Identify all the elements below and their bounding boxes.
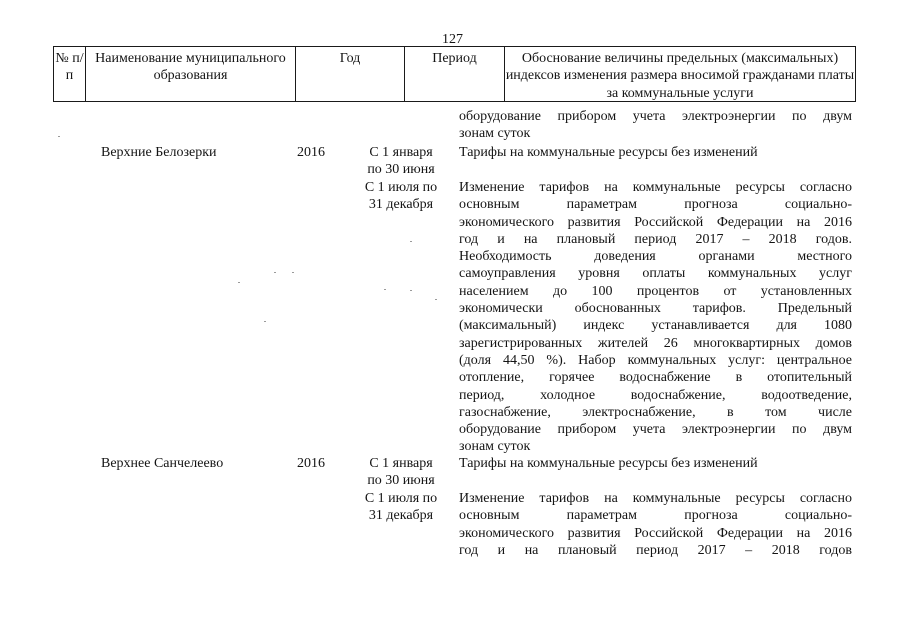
header-year: Год xyxy=(295,47,404,101)
period-second-half: С 1 июля по 31 декабря xyxy=(364,491,438,524)
continuation-text: оборудование прибором учета электроэнергии по двум зонам суток xyxy=(459,109,852,142)
header-period: Период xyxy=(404,47,504,101)
basis-first-half: Тарифы на коммунальные ресурсы без изменений xyxy=(459,145,758,160)
municipality-name: Верхнее Санчелеево xyxy=(101,456,224,471)
scan-speck xyxy=(435,299,437,300)
period-second-half: С 1 июля по 31 декабря xyxy=(364,180,438,213)
scan-speck xyxy=(264,321,266,322)
header-municipality: Наименование муниципального образования xyxy=(85,47,295,101)
scan-speck xyxy=(384,289,386,290)
basis-first-half: Тарифы на коммунальные ресурсы без изменений xyxy=(459,456,758,471)
year-cell: 2016 xyxy=(297,456,325,471)
header-basis: Обоснование величины предельных (максимальных) индексов изменения размера вносимой гражданами платы за коммунальные услуги xyxy=(504,47,855,101)
scan-speck xyxy=(238,282,240,283)
basis-second-half: Изменение тарифов на коммунальные ресурсы согласно основным параметрам прогноза социально- экономического развития Российской Федерации на 2016 год и на плановый период 2017 – 2018 годов. Необходимость доведения органами местного самоуправления уровня оплаты коммунальных услуг населением до 100 процентов от установленных экономически обоснованных тарифов. Предельный (максимальный) индекс устанавливается для 1080 зарегистрированных жителей 26 многоквартирных домов (доля 44,50 %). Набор коммунальных услуг: центральное отопление, горячее водоснабжение в отопительный период, холодное водоснабжение, водоотведение, газоснабжение, электроснабжение, в том числе оборудование прибором учета электроэнергии по двум зонам суток xyxy=(459,180,852,455)
period-first-half: С 1 января по 30 июня xyxy=(367,456,435,489)
table-header xyxy=(53,46,856,102)
header-number: № п/п xyxy=(55,51,84,84)
period-first-half: С 1 января по 30 июня xyxy=(367,145,435,178)
year-cell: 2016 xyxy=(297,145,325,160)
scan-speck xyxy=(58,136,60,137)
scan-speck xyxy=(410,290,412,291)
scan-speck xyxy=(410,241,412,242)
page-number: 127 xyxy=(442,32,463,47)
scan-speck xyxy=(274,272,276,273)
basis-second-half: Изменение тарифов на коммунальные ресурсы согласно основным параметрам прогноза социально- экономического развития Российской Федерации на 2016 год и на плановый период 2017 – 2018 годов xyxy=(459,491,852,558)
scan-speck xyxy=(292,272,294,273)
municipality-name: Верхние Белозерки xyxy=(101,145,217,160)
